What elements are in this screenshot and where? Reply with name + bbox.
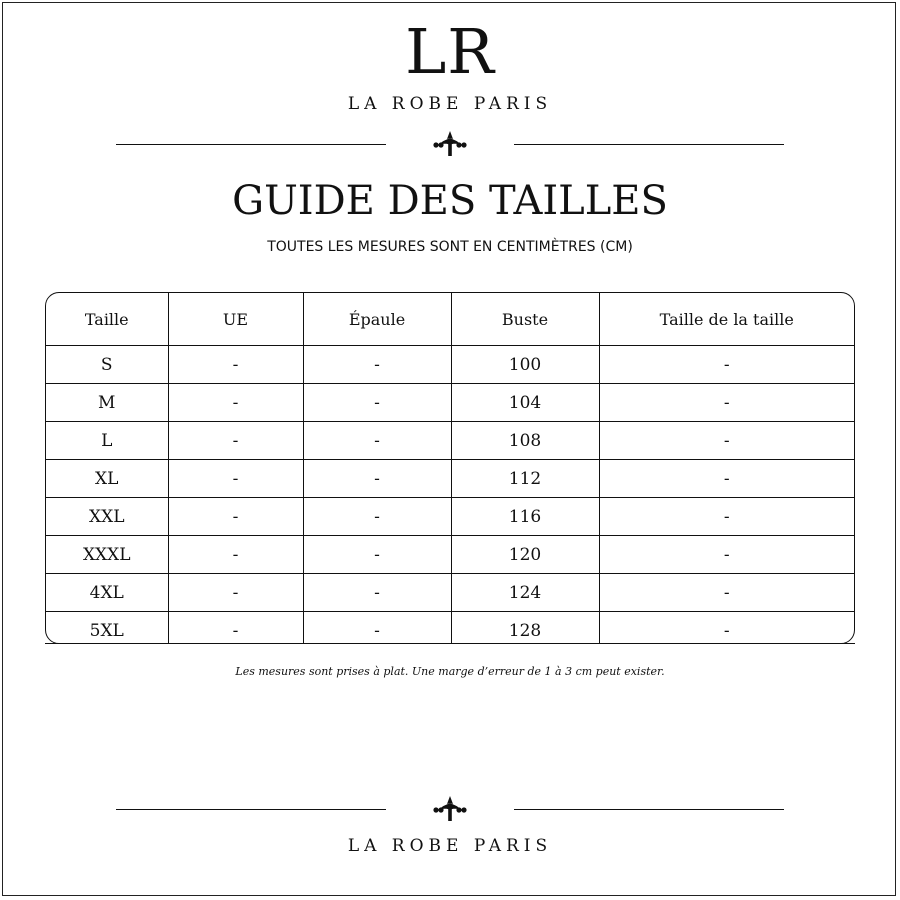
cell-size: XXXL xyxy=(46,536,168,574)
cell-size: XL xyxy=(46,460,168,498)
table-row xyxy=(46,612,854,645)
cell-waist: - xyxy=(723,620,730,641)
fleur-de-lis-ornament-icon xyxy=(432,130,468,160)
fleur-de-lis-ornament-icon xyxy=(432,795,468,825)
ornament-divider-bottom xyxy=(0,795,900,825)
header-waist: Taille de la taille xyxy=(599,293,854,346)
cell-shoulder: - xyxy=(303,384,451,422)
cell-eu: - xyxy=(168,422,303,460)
cell-eu: - xyxy=(168,384,303,422)
divider-line-right xyxy=(514,144,784,145)
cell-shoulder: - xyxy=(303,460,451,498)
cell-size: S xyxy=(46,346,168,384)
table-header-row xyxy=(46,293,854,346)
cell-size: 4XL xyxy=(46,574,168,612)
cell-bust: 120 xyxy=(451,536,599,574)
cell-eu: - xyxy=(168,536,303,574)
cell-size: L xyxy=(46,422,168,460)
cell-bust: 124 xyxy=(451,574,599,612)
cell-bust: 116 xyxy=(451,498,599,536)
cell-waist: - xyxy=(599,460,854,498)
cell-waist: - xyxy=(599,384,854,422)
header-bust: Buste xyxy=(451,293,599,346)
divider-line-left xyxy=(116,809,386,810)
cell-shoulder: - xyxy=(303,346,451,384)
cell-waist: - xyxy=(599,346,854,384)
size-table xyxy=(46,293,854,644)
size-table-container xyxy=(45,292,855,644)
table-row xyxy=(46,498,854,536)
page-subtitle: TOUTES LES MESURES SONT EN CENTIMÈTRES (CM) xyxy=(267,239,633,255)
table-row xyxy=(46,536,854,574)
brand-name-top: LA ROBE PARIS xyxy=(347,94,553,114)
cell-shoulder: - xyxy=(303,574,451,612)
cell-shoulder: - xyxy=(303,498,451,536)
table-row xyxy=(46,422,854,460)
table-row xyxy=(46,574,854,612)
cell-shoulder: - xyxy=(303,422,451,460)
cell-eu: - xyxy=(168,574,303,612)
header-shoulder: Épaule xyxy=(303,293,451,346)
ornament-divider-top xyxy=(0,130,900,160)
cell-size: M xyxy=(46,384,168,422)
table-row xyxy=(46,460,854,498)
cell-waist: - xyxy=(599,574,854,612)
logo-monogram: LR xyxy=(405,15,495,88)
cell-shoulder: - xyxy=(303,612,451,645)
cell-shoulder: - xyxy=(303,536,451,574)
table-row xyxy=(46,384,854,422)
divider-line-left xyxy=(116,144,386,145)
cell-eu: - xyxy=(168,346,303,384)
cell-size: 5XL xyxy=(46,612,168,645)
brand-name-bottom: LA ROBE PARIS xyxy=(347,836,553,856)
cell-eu: - xyxy=(168,498,303,536)
cell-bust: 104 xyxy=(451,384,599,422)
table-bottom-rule xyxy=(45,643,855,644)
cell-waist: - xyxy=(599,536,854,574)
page-title: GUIDE DES TAILLES xyxy=(232,178,668,224)
cell-bust: 128 xyxy=(451,612,599,645)
cell-waist: - xyxy=(599,498,854,536)
table-row xyxy=(46,346,854,384)
divider-line-right xyxy=(514,809,784,810)
cell-eu: - xyxy=(168,460,303,498)
measurement-note: Les mesures sont prises à plat. Une marge d’erreur de 1 à 3 cm peut exister. xyxy=(235,665,665,678)
cell-bust: 108 xyxy=(451,422,599,460)
cell-bust: 112 xyxy=(451,460,599,498)
header-eu: UE xyxy=(168,293,303,346)
cell-waist: - xyxy=(599,422,854,460)
cell-eu: - xyxy=(168,612,303,645)
header-size: Taille xyxy=(46,293,168,346)
cell-bust: 100 xyxy=(451,346,599,384)
cell-size: XXL xyxy=(46,498,168,536)
